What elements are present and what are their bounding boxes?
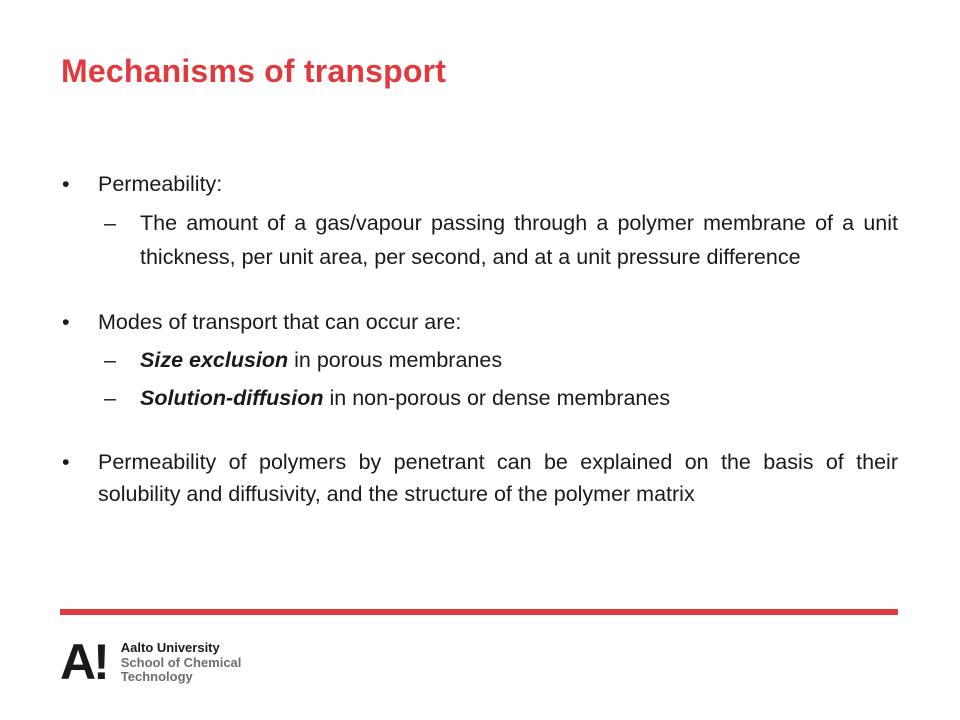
bullet-label: Permeability: [98,172,223,196]
subitem-solution-diffusion [62,382,898,414]
subitem-text: in porous membranes [288,348,503,372]
bullet-marker: • [62,310,70,334]
dash-marker: – [104,211,116,235]
logo-line-university: Aalto University [120,640,220,655]
subitem-emphasis: Solution-diffusion [140,386,324,410]
slide-body [62,168,898,510]
bullet-marker: • [62,172,70,196]
bullet-label: Permeability of polymers by penetrant can be explained on the basis of their solubility and diffusivity, and the structure of the polymer matrix [98,450,898,506]
footer-divider [60,609,898,615]
logo-text [121,641,242,685]
dash-marker: – [104,348,116,372]
bullet-label: Modes of transport that can occur are: [98,310,462,334]
subitem-size-exclusion [62,344,898,376]
subitem-text: in non-porous or dense membranes [323,386,671,410]
logo-line-school: School of Chemical [120,654,242,670]
subitem-text: The amount of a gas/vapour passing through a polymer membrane of a unit thickness, per unit area, per second, and at a unit pressure difference [140,211,898,269]
subitem-emphasis: Size exclusion [140,348,289,372]
bullet-permeability-of-polymers [62,446,898,510]
logo-mark: A! [60,634,107,690]
bullet-permeability [62,168,898,200]
bullet-modes-of-transport [62,306,898,338]
aalto-logo [60,634,242,690]
subitem-permeability-definition [62,206,898,274]
bullet-marker: • [62,450,70,474]
slide-title: Mechanisms of transport [61,53,447,89]
dash-marker: – [104,386,116,410]
logo-line-technology: Technology [120,669,193,684]
